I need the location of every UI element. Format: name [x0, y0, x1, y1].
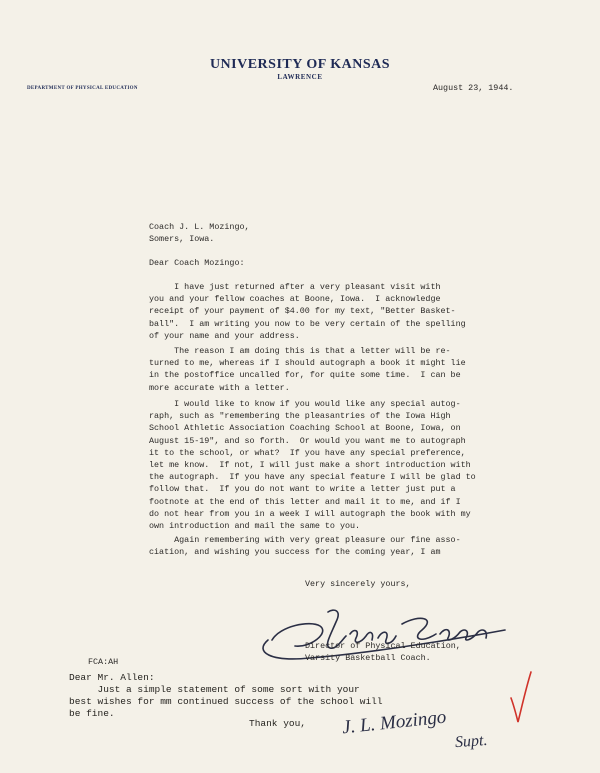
- paragraph-4: Again remembering with very great pleasure our fine asso- ciation, and wishing you success for the coming year, I am: [149, 535, 461, 558]
- closing: Very sincerely yours,: [305, 579, 411, 589]
- paragraph-1: I have just returned after a very pleasant visit with you and your fellow coaches at Boone, Iowa. I acknowledge receipt of your payment of $4.00 for my text, "Better Basket- ball". I am writing you now to be very certain of the spelling of your name and your address.: [149, 282, 466, 341]
- letterhead-department: DEPARTMENT OF PHYSICAL EDUCATION: [27, 86, 138, 91]
- reply-thanks: Thank you,: [249, 718, 307, 729]
- paragraph-3: I would like to know if you would like any special autog- raph, such as "remembering the pleasantries of the Iowa High School Athletic Association Coaching School at Boone, Iowa, on August 15-19", and so forth. Or would you want me to autograph it to the school, or what? If you have any special preference, let me know. If not, I will just make a short introduction with the autograph. If you have any special feature I will be glad to follow that. If you do not want to write a letter just put a footnote at the end of this letter and mail it to me, and if I do not hear from you in a week I will autograph the book with my own introduction and mail the same to you.: [149, 399, 476, 532]
- red-check-mark-icon: [505, 668, 535, 728]
- recipient-address: Somers, Iowa.: [149, 234, 215, 244]
- reply-greeting: Dear Mr. Allen:: [69, 672, 155, 683]
- paragraph-2: The reason I am doing this is that a letter will be re- turned to me, whereas if I should autograph a book it might lie in the postoffice uncalled for, for quite some time. I can be more accurate with a letter.: [149, 346, 466, 393]
- salutation: Dear Coach Mozingo:: [149, 258, 245, 268]
- reply-signature: J. L. Mozingo: [341, 706, 448, 739]
- reference-initials: FCA:AH: [88, 657, 119, 667]
- reply-body: Just a simple statement of some sort with your best wishes for mm continued success of the school will be fine.: [69, 684, 383, 719]
- recipient-name: Coach J. L. Mozingo,: [149, 222, 250, 232]
- letterhead-city: LAWRENCE: [277, 73, 323, 81]
- signer-title: Director of Physical Education, Varsity Basketball Coach.: [305, 641, 461, 664]
- letterhead-university: UNIVERSITY OF KANSAS: [209, 57, 391, 72]
- letter-date: August 23, 1944.: [433, 83, 514, 93]
- reply-signature-title: Supt.: [454, 731, 488, 752]
